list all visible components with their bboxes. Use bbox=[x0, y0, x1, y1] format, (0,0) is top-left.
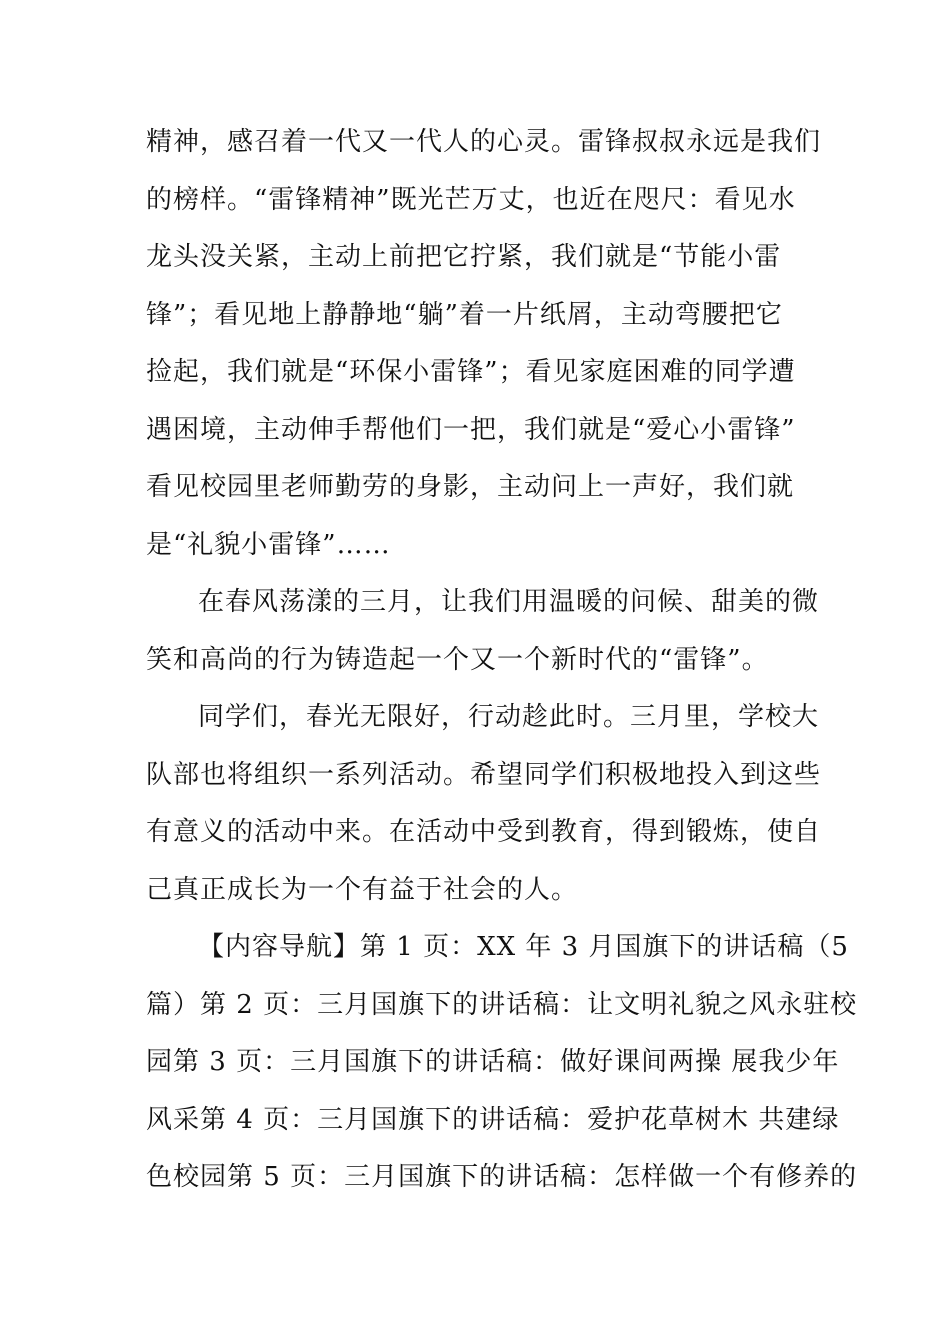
text-line: 遇困境，主动伸手帮他们一把，我们就是“爱心小雷锋” bbox=[146, 414, 796, 445]
text-line: 捡起，我们就是“环保小雷锋”；看见家庭困难的同学遭 bbox=[146, 357, 796, 387]
text-line: 锋”；看见地上静静地“躺”着一片纸屑，主动弯腰把它 bbox=[146, 299, 783, 330]
body-text bbox=[146, 114, 858, 1207]
content-navigation-line: 篇）第 2 页：三月国旗下的讲话稿：让文明礼貌之风永驻校 bbox=[146, 989, 858, 1020]
content-navigation-line: 风采第 4 页：三月国旗下的讲话稿：爱护花草树木 共建绿 bbox=[146, 1104, 840, 1135]
paragraph-start-line: 同学们，春光无限好，行动趁此时。三月里，学校大 bbox=[198, 702, 820, 732]
content-navigation-line: 园第 3 页：三月国旗下的讲话稿：做好课间两操 展我少年 bbox=[146, 1047, 840, 1077]
text-line: 笑和高尚的行为铸造起一个又一个新时代的“雷锋”。 bbox=[146, 644, 769, 675]
text-line: 有意义的活动中来。在活动中受到教育，得到锻炼，使自 bbox=[146, 817, 822, 847]
text-line: 的榜样。“雷锋精神”既光芒万丈，也近在咫尺：看见水 bbox=[146, 184, 796, 215]
paragraph-start-line: 在春风荡漾的三月，让我们用温暖的问候、甜美的微 bbox=[198, 587, 820, 617]
text-line: 龙头没关紧，主动上前把它拧紧，我们就是“节能小雷 bbox=[146, 242, 782, 272]
content-navigation-line: 【内容导航】第 1 页：XX 年 3 月国旗下的讲话稿（5 bbox=[198, 932, 849, 962]
text-line: 己真正成长为一个有益于社会的人。 bbox=[146, 874, 579, 905]
content-navigation-line: 色校园第 5 页：三月国旗下的讲话稿：怎样做一个有修养的 bbox=[146, 1162, 858, 1192]
text-line: 精神，感召着一代又一代人的心灵。雷锋叔叔永远是我们 bbox=[146, 127, 822, 157]
text-line: 队部也将组织一系列活动。希望同学们积极地投入到这些 bbox=[146, 759, 822, 790]
text-line: 是“礼貌小雷锋”…… bbox=[146, 529, 391, 560]
text-line: 看见校园里老师勤劳的身影，主动问上一声好，我们就 bbox=[146, 472, 795, 502]
